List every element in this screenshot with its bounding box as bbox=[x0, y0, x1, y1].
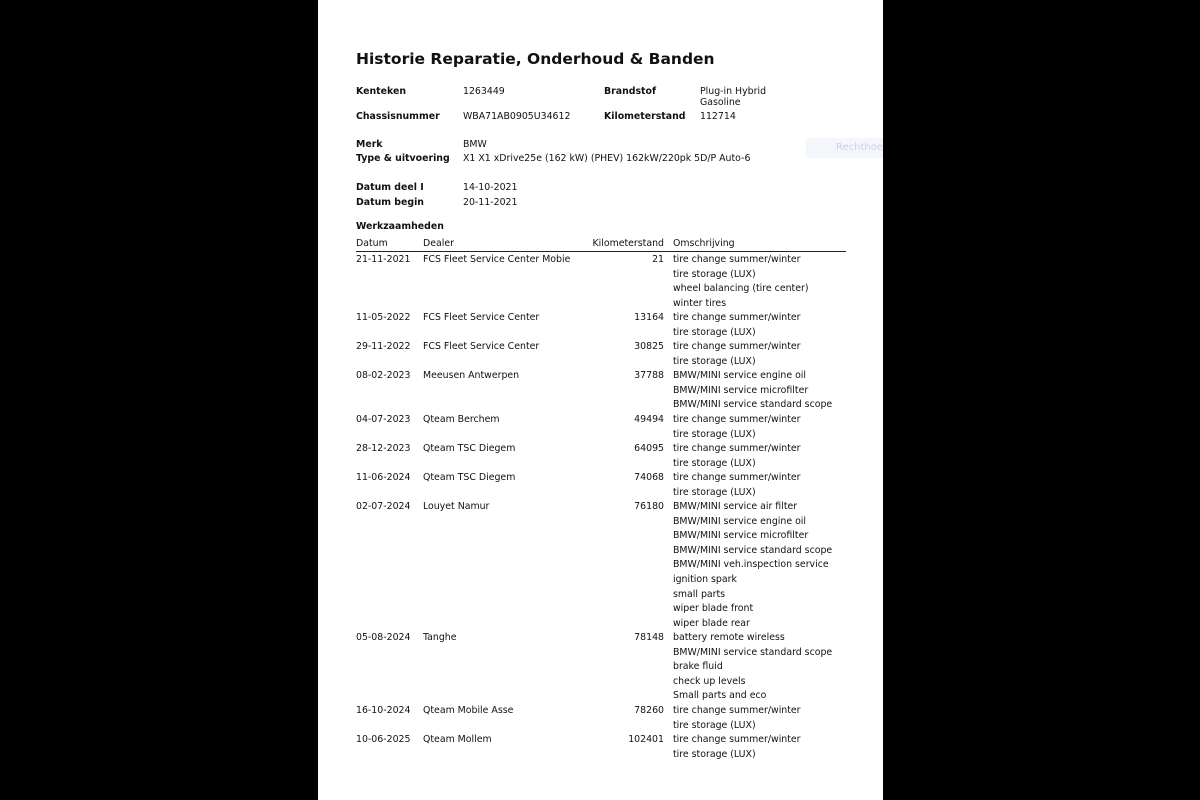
description-line: tire storage (LUX) bbox=[673, 719, 756, 731]
description-line: BMW/MINI service microfilter bbox=[673, 384, 809, 396]
description-line: tire change summer/winter bbox=[673, 414, 801, 426]
description-line: brake fluid bbox=[673, 661, 723, 673]
description-line: tire change summer/winter bbox=[673, 341, 801, 353]
row-description bbox=[673, 311, 801, 340]
datum-deel-label: Datum deel I bbox=[356, 182, 424, 193]
description-line: tire storage (LUX) bbox=[673, 748, 756, 760]
datum-begin-value: 20-11-2021 bbox=[463, 197, 518, 208]
row-description bbox=[673, 631, 832, 704]
description-line: tire storage (LUX) bbox=[673, 326, 756, 338]
table-row bbox=[318, 253, 883, 311]
description-line: tire change summer/winter bbox=[673, 443, 801, 455]
row-km: 37788 bbox=[634, 370, 664, 382]
description-line: tire change summer/winter bbox=[673, 312, 801, 324]
row-description bbox=[673, 733, 801, 762]
description-line: check up levels bbox=[673, 675, 746, 687]
kenteken-value: 1263449 bbox=[463, 86, 505, 97]
row-km: 74068 bbox=[634, 472, 664, 484]
row-date: 08-02-2023 bbox=[356, 370, 411, 382]
work-table-body bbox=[318, 253, 883, 762]
row-description bbox=[673, 253, 809, 311]
document-page bbox=[318, 0, 883, 800]
row-description bbox=[673, 340, 801, 369]
description-line: tire storage (LUX) bbox=[673, 355, 756, 367]
description-line: BMW/MINI service standard scope bbox=[673, 399, 833, 411]
row-description bbox=[673, 500, 832, 631]
description-line: BMW/MINI veh.inspection service bbox=[673, 559, 829, 571]
row-description bbox=[673, 442, 801, 471]
row-km: 30825 bbox=[634, 341, 664, 353]
table-row bbox=[318, 500, 883, 631]
description-line: tire storage (LUX) bbox=[673, 268, 756, 280]
description-line: Small parts and eco bbox=[673, 690, 767, 702]
description-line: tire change summer/winter bbox=[673, 254, 801, 265]
column-header-km: Kilometerstand bbox=[592, 238, 664, 249]
table-row bbox=[318, 311, 883, 340]
row-dealer: Qteam TSC Diegem bbox=[423, 443, 516, 455]
description-line: tire change summer/winter bbox=[673, 472, 801, 484]
row-dealer: FCS Fleet Service Center Mobie bbox=[423, 254, 571, 265]
row-km: 102401 bbox=[628, 734, 664, 746]
column-header-description: Omschrijving bbox=[673, 238, 735, 249]
description-line: tire change summer/winter bbox=[673, 734, 801, 746]
row-date: 29-11-2022 bbox=[356, 341, 411, 353]
row-date: 11-05-2022 bbox=[356, 312, 411, 324]
description-line: tire storage (LUX) bbox=[673, 457, 756, 469]
row-date: 10-06-2025 bbox=[356, 734, 411, 746]
description-line: tire storage (LUX) bbox=[673, 486, 756, 498]
table-row bbox=[318, 340, 883, 369]
row-date: 02-07-2024 bbox=[356, 501, 411, 513]
table-row bbox=[318, 413, 883, 442]
table-row bbox=[318, 442, 883, 471]
row-km: 78148 bbox=[634, 632, 664, 644]
table-row bbox=[318, 704, 883, 733]
row-date: 11-06-2024 bbox=[356, 472, 411, 484]
row-dealer: FCS Fleet Service Center bbox=[423, 341, 540, 353]
type-value: X1 X1 xDrive25e (162 kW) (PHEV) 162kW/220pk 5D/P Auto-6 bbox=[463, 153, 751, 164]
brandstof-value-line2: Gasoline bbox=[700, 97, 741, 108]
merk-value: BMW bbox=[463, 139, 487, 150]
row-km: 76180 bbox=[634, 501, 664, 513]
row-km: 13164 bbox=[634, 312, 664, 324]
description-line: tire storage (LUX) bbox=[673, 428, 756, 440]
table-row bbox=[318, 369, 883, 413]
table-header bbox=[318, 238, 883, 250]
description-line: tire change summer/winter bbox=[673, 704, 801, 716]
brandstof-label: Brandstof bbox=[604, 86, 657, 97]
description-line: BMW/MINI service standard scope bbox=[673, 646, 833, 658]
description-line: BMW/MINI service microfilter bbox=[673, 530, 809, 542]
row-dealer: Qteam Mobile Asse bbox=[423, 704, 514, 716]
row-km: 64095 bbox=[634, 443, 664, 455]
chassis-label: Chassisnummer bbox=[356, 111, 440, 122]
datum-begin-label: Datum begin bbox=[356, 197, 424, 208]
kilometerstand-value: 112714 bbox=[700, 111, 736, 122]
page-title: Historie Reparatie, Onderhoud & Banden bbox=[356, 50, 715, 68]
row-dealer: Meeusen Antwerpen bbox=[423, 370, 520, 382]
row-date: 28-12-2023 bbox=[356, 443, 411, 455]
table-row bbox=[318, 471, 883, 500]
row-dealer: Qteam Mollem bbox=[423, 734, 492, 746]
row-dealer: Tanghe bbox=[423, 632, 457, 644]
header-divider bbox=[356, 251, 846, 252]
type-label: Type & uitvoering bbox=[356, 153, 450, 164]
table-row bbox=[318, 733, 883, 762]
brandstof-value-line1: Plug-in Hybrid bbox=[700, 86, 767, 97]
row-km: 49494 bbox=[634, 414, 664, 426]
row-description bbox=[673, 413, 801, 442]
row-dealer: Qteam TSC Diegem bbox=[423, 472, 516, 484]
faded-button[interactable]: Rechthoe bbox=[806, 138, 883, 158]
row-km: 21 bbox=[652, 254, 664, 265]
description-line: small parts bbox=[673, 588, 726, 600]
row-dealer: Qteam Berchem bbox=[423, 414, 500, 426]
row-date: 05-08-2024 bbox=[356, 632, 411, 644]
row-description bbox=[673, 471, 801, 500]
description-line: wiper blade front bbox=[673, 603, 754, 615]
datum-deel-value: 14-10-2021 bbox=[463, 182, 518, 193]
column-header-dealer: Dealer bbox=[423, 238, 454, 249]
kilometerstand-label: Kilometerstand bbox=[604, 111, 686, 122]
row-date: 04-07-2023 bbox=[356, 414, 411, 426]
description-line: BMW/MINI service air filter bbox=[673, 501, 798, 513]
row-dealer: Louyet Namur bbox=[423, 501, 490, 513]
row-description bbox=[673, 704, 801, 733]
description-line: wiper blade rear bbox=[673, 617, 750, 629]
row-date: 16-10-2024 bbox=[356, 704, 411, 716]
chassis-value: WBA71AB0905U34612 bbox=[463, 111, 571, 122]
description-line: winter tires bbox=[673, 297, 727, 309]
merk-label: Merk bbox=[356, 139, 383, 150]
description-line: BMW/MINI service standard scope bbox=[673, 544, 833, 556]
description-line: ignition spark bbox=[673, 574, 737, 586]
row-date: 21-11-2021 bbox=[356, 254, 411, 265]
description-line: battery remote wireless bbox=[673, 632, 785, 644]
row-dealer: FCS Fleet Service Center bbox=[423, 312, 540, 324]
table-row bbox=[318, 631, 883, 704]
row-description bbox=[673, 369, 832, 413]
description-line: wheel balancing (tire center) bbox=[673, 283, 809, 295]
column-header-date: Datum bbox=[356, 238, 388, 249]
description-line: BMW/MINI service engine oil bbox=[673, 515, 807, 527]
kenteken-label: Kenteken bbox=[356, 86, 406, 97]
section-title-werkzaamheden: Werkzaamheden bbox=[356, 221, 444, 232]
description-line: BMW/MINI service engine oil bbox=[673, 370, 807, 382]
row-km: 78260 bbox=[634, 704, 664, 716]
